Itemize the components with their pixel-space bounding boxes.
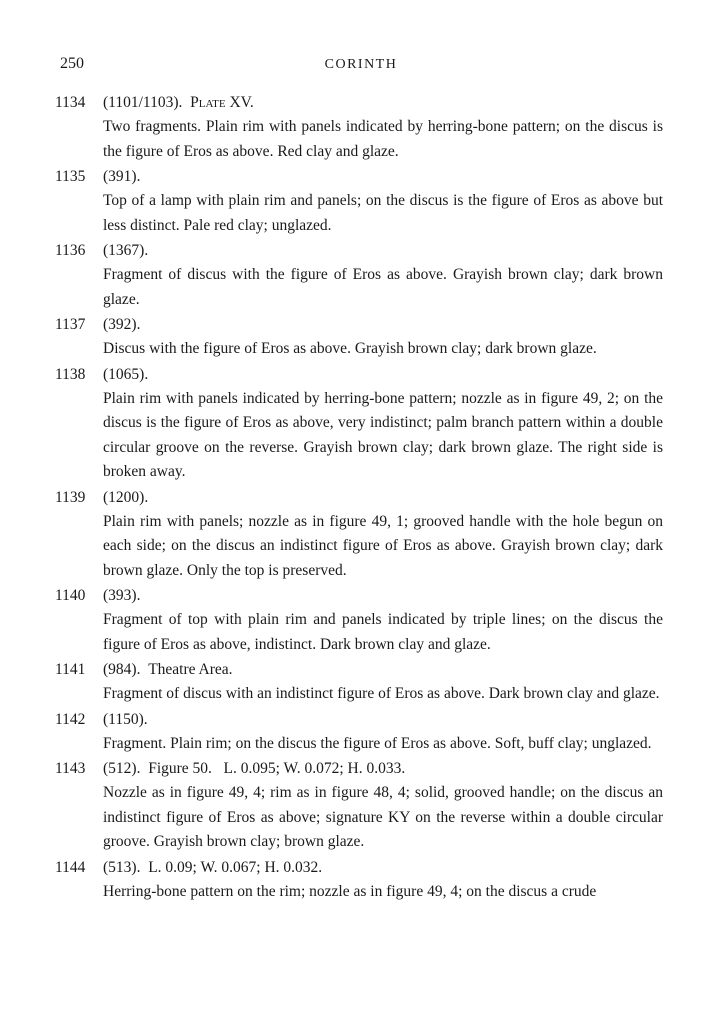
entry-reference (103, 362, 148, 387)
catalogue-entry (0, 164, 722, 238)
catalogue-entry (0, 362, 722, 485)
entry-description: Two fragments. Plain rim with panels indicated by herring-bone pattern; on the discus is the figure of Eros as above. Red clay and glaze. (103, 118, 663, 160)
entry-reference (103, 312, 140, 337)
entry-reference (103, 164, 140, 189)
entry-heading (0, 312, 722, 337)
entry-heading (0, 485, 722, 510)
page-header (0, 55, 722, 75)
entry-number: 1142 (55, 710, 86, 728)
catalogue-entry (0, 90, 722, 164)
inventory-number: (1367). (103, 242, 149, 259)
entry-number: 1143 (55, 760, 86, 777)
catalogue-entry (0, 238, 722, 312)
entry-heading (0, 855, 722, 880)
entry-reference (103, 756, 405, 781)
entry-annotation: Theatre Area. (148, 661, 233, 678)
entry-annotation: L. 0.09; W. 0.067; H. 0.032. (148, 858, 323, 876)
running-title: CORINTH (324, 57, 398, 72)
entry-number: 1135 (55, 168, 86, 185)
entry-heading (0, 707, 722, 732)
entry-heading (0, 90, 722, 115)
inventory-number: (1101/1103). (103, 94, 183, 111)
entry-reference (103, 855, 322, 880)
inventory-number: (513). (103, 858, 141, 876)
inventory-number: (984). (103, 661, 141, 678)
entry-number: 1134 (55, 94, 86, 111)
entry-heading (0, 362, 722, 387)
entry-description: Fragment. Plain rim; on the discus the figure of Eros as above. Soft, buff clay; unglazed. (103, 734, 652, 752)
entry-number: 1136 (55, 242, 86, 259)
entry-description: Fragment of discus with the figure of Eros as above. Grayish brown clay; dark brown glaze. (103, 266, 663, 308)
catalogue-entry (0, 657, 722, 707)
inventory-number: (1150). (103, 710, 148, 728)
entry-description: Fragment of top with plain rim and panels indicated by triple lines; on the discus the figure of Eros as above, indistinct. Dark brown clay and glaze. (103, 611, 663, 653)
entry-reference (103, 657, 233, 682)
entry-heading (0, 756, 722, 781)
entry-description: Plain rim with panels indicated by herring-bone pattern; nozzle as in figure 49, 2; on the discus is the figure of Eros as above, very indistinct; palm branch pattern within a double circular groove on the reverse. Grayish brown clay; dark brown glaze. The right side is broken away. (103, 389, 663, 480)
entry-number: 1137 (55, 316, 86, 333)
entry-description: Herring-bone pattern on the rim; nozzle as in figure 49, 4; on the discus a crude (103, 882, 597, 900)
inventory-number: (512). (103, 760, 141, 777)
catalogue-entry (0, 855, 722, 905)
catalogue-entry (0, 583, 722, 657)
entry-description: Fragment of discus with an indistinct figure of Eros as above. Dark brown clay and glaze. (103, 685, 660, 702)
entry-number: 1138 (55, 365, 86, 383)
entry-reference (103, 707, 148, 732)
catalogue-entries (0, 90, 722, 904)
page-number: 250 (60, 55, 84, 72)
entry-annotation: Plate XV. (190, 94, 254, 111)
entry-number: 1139 (55, 488, 86, 506)
entry-heading (0, 657, 722, 682)
catalogue-entry (0, 485, 722, 584)
entry-reference (103, 485, 148, 510)
catalogue-entry (0, 756, 722, 855)
entry-heading (0, 164, 722, 189)
entry-number: 1140 (55, 587, 86, 604)
catalogue-entry (0, 312, 722, 362)
entry-annotation: Figure 50. L. 0.095; W. 0.072; H. 0.033. (148, 760, 406, 777)
entry-description: Plain rim with panels; nozzle as in figure 49, 1; grooved handle with the hole begun on each side; on the discus an indistinct figure of Eros as above. Grayish brown clay; dark brown glaze. Only the top is preserved. (103, 512, 663, 579)
entry-description: Nozzle as in figure 49, 4; rim as in figure 48, 4; solid, grooved handle; on the discus an indistinct figure of Eros as above; signature KY on the reverse within a double circular groove. Grayish brown clay; brown glaze. (103, 784, 663, 850)
catalogue-entry (0, 707, 722, 757)
entry-number: 1141 (55, 661, 86, 678)
inventory-number: (392). (103, 316, 141, 333)
entry-description: Top of a lamp with plain rim and panels; on the discus is the figure of Eros as above but less distinct. Pale red clay; unglazed. (103, 192, 663, 234)
entry-heading (0, 238, 722, 263)
entry-number: 1144 (55, 858, 86, 876)
entry-reference (103, 90, 254, 115)
entry-reference (103, 583, 140, 608)
inventory-number: (391). (103, 168, 141, 185)
inventory-number: (393). (103, 587, 141, 604)
inventory-number: (1065). (103, 365, 149, 383)
entry-description: Discus with the figure of Eros as above. Grayish brown clay; dark brown glaze. (103, 340, 597, 357)
entry-heading (0, 583, 722, 608)
inventory-number: (1200). (103, 488, 149, 506)
entry-reference (103, 238, 148, 263)
